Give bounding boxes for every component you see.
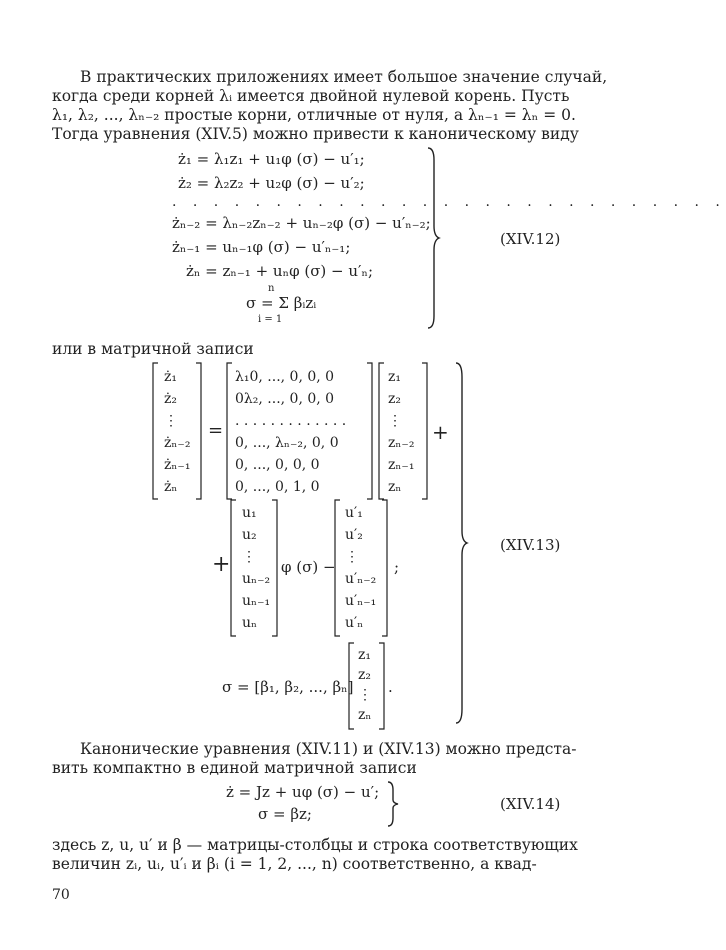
intro-line: λ₁, λ₂, ..., λₙ₋₂ простые корни, отличные от нуля, а λₙ₋₁ = λₙ = 0. bbox=[52, 106, 576, 124]
matrix-cell: z₁ bbox=[358, 647, 371, 663]
semicolon: ; bbox=[394, 558, 400, 576]
intro-line: когда среди корней λᵢ имеется двойной нулевой корень. Пусть bbox=[52, 87, 570, 105]
matrix-row: . . . . . . . . . . . . . bbox=[235, 413, 347, 429]
coefficient-matrix bbox=[235, 366, 346, 498]
sigma-row-lhs: σ = [β₁, β₂, ..., βₙ] bbox=[222, 678, 354, 696]
intro-line: Тогда уравнения (XIV.5) можно привести к каноническому виду bbox=[52, 125, 579, 143]
right-brace-icon bbox=[454, 363, 468, 723]
paragraph-line: величин zᵢ, uᵢ, u′ᵢ и βᵢ (i = 1, 2, ..., n) соответственно, а квад- bbox=[52, 855, 537, 873]
equals-sign: = bbox=[208, 420, 224, 441]
plus-sign: + bbox=[432, 420, 449, 444]
intro-paragraph bbox=[52, 68, 608, 144]
matrix-cell: zₙ₋₁ bbox=[388, 457, 415, 473]
equation-line: ż₁ = λ₁z₁ + u₁φ (σ) − u′₁; bbox=[178, 150, 365, 168]
equation-number: (XIV.13) bbox=[500, 536, 561, 554]
sum-lower-limit: i = 1 bbox=[258, 314, 283, 325]
sigma-sum-line: σ = Σ βᵢzᵢ bbox=[246, 294, 317, 312]
matrix-row: 0, ..., 0, 0, 0 bbox=[235, 457, 320, 473]
lhs-vector bbox=[164, 366, 190, 498]
z-vector bbox=[388, 366, 414, 498]
matrix-cell: ⋮ bbox=[164, 413, 178, 429]
matrix-cell: żₙ₋₁ bbox=[164, 457, 191, 473]
period: . bbox=[388, 678, 393, 696]
matrix-cell: żₙ₋₂ bbox=[164, 435, 191, 451]
equation-line: σ = βz; bbox=[258, 805, 312, 823]
equation-number: (XIV.12) bbox=[500, 230, 561, 248]
ellipsis-row: . . . . . . . . . . . . . . . . . . . . . . . . . . . bbox=[172, 194, 726, 210]
canonical-paragraph bbox=[52, 740, 577, 778]
matrix-cell: u₂ bbox=[242, 527, 257, 543]
matrix-cell: u′ₙ bbox=[345, 615, 364, 631]
matrix-cell: ⋮ bbox=[345, 549, 359, 565]
u-vector bbox=[242, 502, 270, 634]
matrix-intro bbox=[52, 340, 572, 359]
right-brace-icon bbox=[386, 782, 400, 826]
matrix-cell: z₂ bbox=[388, 391, 401, 407]
matrix-cell: zₙ bbox=[358, 707, 372, 723]
equation-line: żₙ₋₂ = λₙ₋₂zₙ₋₂ + uₙ₋₂φ (σ) − u′ₙ₋₂; bbox=[172, 214, 431, 232]
uprime-vector bbox=[345, 502, 376, 634]
phi-minus: φ (σ) − bbox=[281, 558, 336, 576]
matrix-cell: u₁ bbox=[242, 505, 257, 521]
matrix-row: λ₁0, ..., 0, 0, 0 bbox=[235, 369, 335, 385]
matrix-cell: ż₁ bbox=[164, 369, 177, 385]
matrix-cell: uₙ₋₁ bbox=[242, 593, 271, 609]
matrix-cell: u′ₙ₋₁ bbox=[345, 593, 377, 609]
matrix-cell: uₙ₋₂ bbox=[242, 571, 271, 587]
matrix-cell: uₙ bbox=[242, 615, 258, 631]
matrix-cell: ⋮ bbox=[388, 413, 402, 429]
equation-number: (XIV.14) bbox=[500, 795, 561, 813]
matrix-cell: z₂ bbox=[358, 667, 371, 683]
matrix-cell: u′ₙ₋₂ bbox=[345, 571, 377, 587]
matrix-cell: u′₁ bbox=[345, 505, 363, 521]
equation-line: żₙ = zₙ₋₁ + uₙφ (σ) − u′ₙ; bbox=[186, 262, 374, 280]
matrix-cell: zₙ bbox=[388, 479, 402, 495]
matrix-cell: żₙ bbox=[164, 479, 178, 495]
matrix-cell: ⋮ bbox=[358, 687, 372, 703]
matrix-row: 0, ..., λₙ₋₂, 0, 0 bbox=[235, 435, 339, 451]
sum-upper-limit: n bbox=[268, 283, 275, 294]
matrix-cell: z₁ bbox=[388, 369, 401, 385]
matrix-row: 0, ..., 0, 1, 0 bbox=[235, 479, 320, 495]
right-brace-icon bbox=[426, 148, 440, 328]
equation-line: ż = Jz + uφ (σ) − u′; bbox=[226, 783, 380, 801]
sigma-z-vector bbox=[358, 645, 372, 725]
matrix-cell: ⋮ bbox=[242, 549, 256, 565]
closing-paragraph bbox=[52, 836, 578, 874]
page-number: 70 bbox=[52, 887, 70, 903]
equation-line: ż₂ = λ₂z₂ + u₂φ (σ) − u′₂; bbox=[178, 174, 365, 192]
paragraph-line: вить компактно в единой матричной записи bbox=[52, 759, 417, 777]
matrix-cell: u′₂ bbox=[345, 527, 363, 543]
paragraph-line: здесь z, u, u′ и β — матрицы-столбцы и строка соответствующих bbox=[52, 836, 578, 854]
matrix-intro-text: или в матричной записи bbox=[52, 340, 254, 358]
paragraph-line: Канонические уравнения (XIV.11) и (XIV.13) можно предста- bbox=[80, 740, 577, 758]
intro-line: В практических приложениях имеет большое значение случай, bbox=[80, 68, 608, 86]
matrix-cell: ż₂ bbox=[164, 391, 177, 407]
plus-sign: + bbox=[212, 552, 231, 577]
matrix-cell: zₙ₋₂ bbox=[388, 435, 415, 451]
equation-line: żₙ₋₁ = uₙ₋₁φ (σ) − u′ₙ₋₁; bbox=[172, 238, 351, 256]
matrix-row: 0λ₂, ..., 0, 0, 0 bbox=[235, 391, 335, 407]
